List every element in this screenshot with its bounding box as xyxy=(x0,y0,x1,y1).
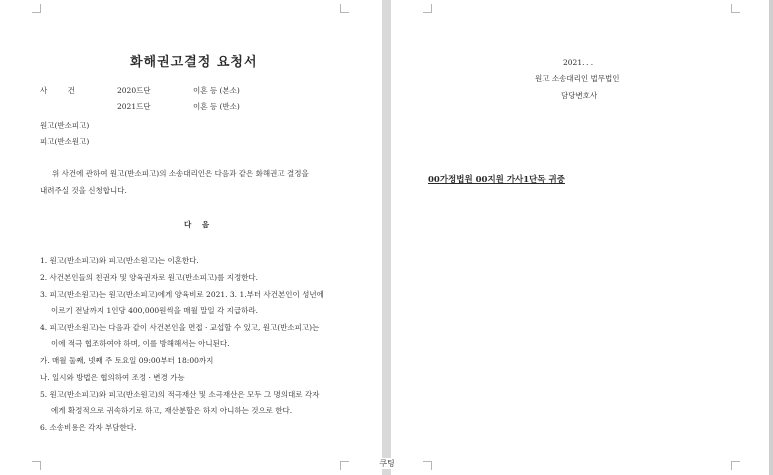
corner-mark xyxy=(32,461,41,470)
case-label: 사 건 xyxy=(40,86,84,95)
corner-mark xyxy=(423,461,432,470)
document-title: 화해권고결정 요청서 xyxy=(130,55,258,70)
list-item: 나. 일시와 방법은 협의하여 조정 · 변경 가능 xyxy=(40,373,185,382)
list-item: 6. 소송비용은 각자 부담한다. xyxy=(40,423,137,432)
list-item: 3. 피고(반소원고)는 원고(반소피고)에게 양육비로 2021. 3. 1.부터 사건본인이 성년에 xyxy=(40,290,324,299)
corner-mark xyxy=(423,4,432,13)
document-page-1 xyxy=(0,0,382,475)
corner-mark xyxy=(32,4,41,13)
case-number: 2020드단 xyxy=(117,86,151,95)
case-name: 이혼 등 (반소) xyxy=(193,102,240,111)
list-item: 1. 원고(반소피고)와 피고(반소원고)는 이혼한다. xyxy=(40,256,199,265)
agent-line: 원고 소송대리인 법무법인 xyxy=(535,74,620,83)
list-item: 2. 사건본인들의 친권자 및 양육권자로 원고(반소피고)를 지정한다. xyxy=(40,273,259,282)
case-name: 이혼 등 (본소) xyxy=(193,86,240,95)
corner-mark xyxy=(340,461,349,470)
page-gutter xyxy=(382,0,391,475)
corner-mark xyxy=(340,4,349,13)
defendant-label: 피고(반소원고) xyxy=(40,137,90,146)
corner-mark xyxy=(731,4,740,13)
list-item: 이르기 전날까지 1인당 400,000원씩을 매월 말일 각 지급하라. xyxy=(51,306,259,315)
list-item: 5. 원고(반소피고)와 피고(반소원고)의 적극재산 및 소극재산은 모두 그 명의대로 각자 xyxy=(40,390,320,399)
footer-label: 쿠팅 xyxy=(370,458,404,469)
court-address: 00가정법원 00지원 가사1단독 귀중 xyxy=(428,175,565,185)
document-page-2 xyxy=(391,0,773,475)
scrollbar[interactable] xyxy=(769,0,773,475)
date-dots: . . xyxy=(586,58,594,67)
corner-mark xyxy=(731,461,740,470)
list-item: 이에 적극 협조하여야 하며, 이를 방해해서는 아니된다. xyxy=(51,339,230,348)
list-item: 에게 확정적으로 귀속하기로 하고, 재산분할은 하지 아니하는 것으로 한다. xyxy=(51,406,293,415)
section-heading: 다 음 xyxy=(184,220,214,229)
intro-line: 내려주실 것을 신청합니다. xyxy=(40,186,127,195)
filing-date: 2021. xyxy=(563,58,585,67)
case-number: 2021드단 xyxy=(117,102,151,111)
plaintiff-label: 원고(반소피고) xyxy=(40,121,90,130)
attorney-line: 담당변호사 xyxy=(561,91,598,100)
list-item: 가. 매월 둘째, 넷째 주 토요일 09:00부터 18:00까지 xyxy=(40,356,214,365)
intro-line: 위 사건에 관하여 원고(반소피고)의 소송대리인은 다음과 같은 화해권고 결정을 xyxy=(52,169,309,178)
list-item: 4. 피고(반소원고)는 다음과 같이 사건본인을 면접 · 교섭할 수 있고, 원고(반소피고)는 xyxy=(40,323,320,332)
